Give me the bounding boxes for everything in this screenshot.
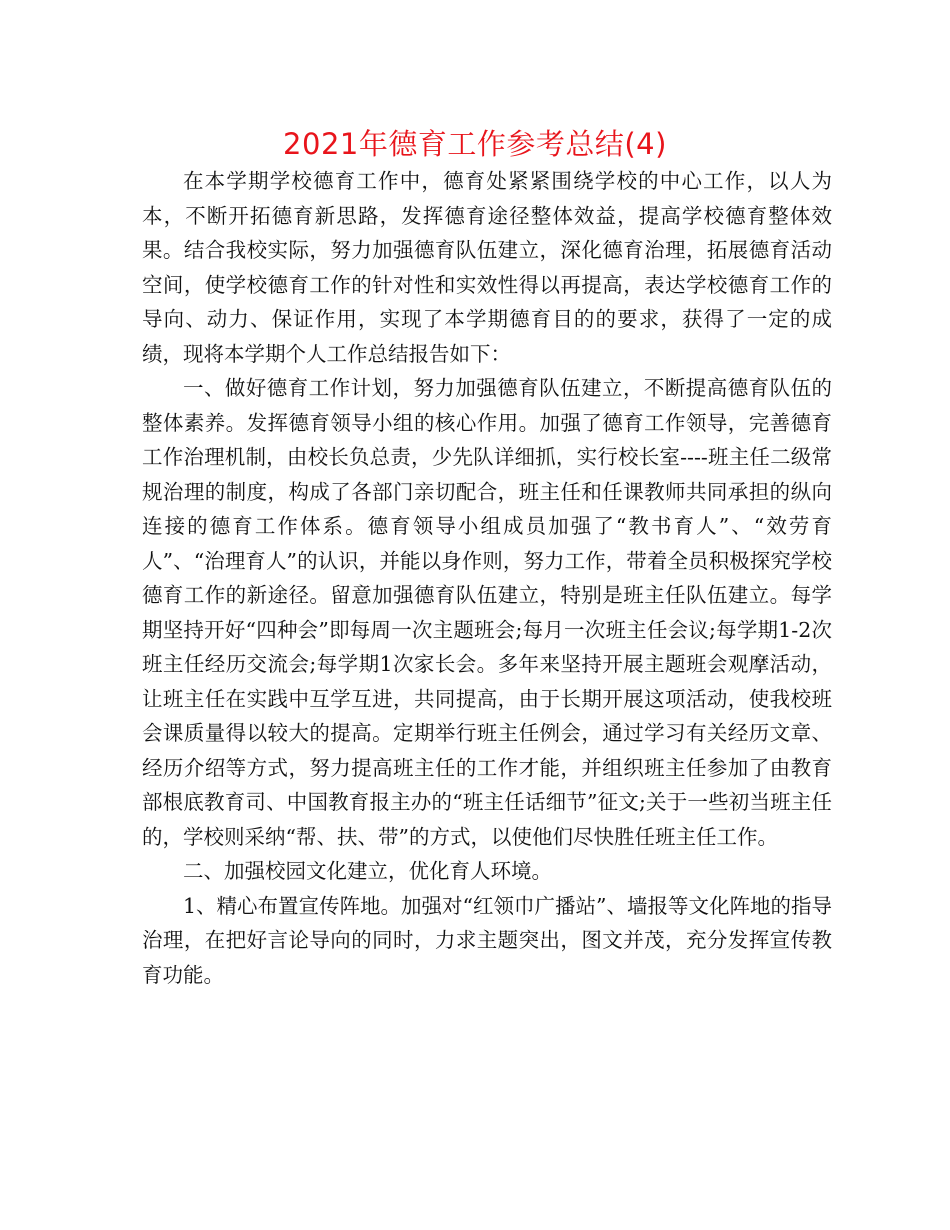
paragraph-section-two-heading: 二、加强校园文化建立，优化育人环境。 [183, 859, 552, 883]
document-title: 2021年德育工作参考总结(4) [283, 127, 667, 161]
paragraph-section-one: 一、做好德育工作计划，努力加强德育队伍建立，不断提高德育队伍的整体素养。发挥德育领导小组的核心作用。加强了德育工作领导，完善德育工作治理机制，由校长负总责，少先队详细抓，实行校长室----班主任二级常规治理的制度，构成了各部门亲切配合，班主任和任课教师共同承担的纵向连接的德育工作体系。德育领导小组成员加强了“教书育人”、“效劳育人”、“治理育人”的认识，并能以身作则，努力工作，带着全员积极探究学校德育工作的新途径。留意加强德育队伍建立，特别是班主任队伍建立。每学期坚持开好“四种会”即每周一次主题班会;每月一次班主任会议;每学期1-2次班主任经历交流会;每学期1次家长会。多年来坚持开展主题班会观摩活动，让班主任在实践中互学互进，共同提高，由于长期开展这项活动，使我校班会课质量得以较大的提高。定期举行班主任例会，通过学习有关经历文章、经历介绍等方式，努力提高班主任的工作才能，并组织班主任参加了由教育部根底教育司、中国教育报主办的“班主任话细节”征文;关于一些初当班主任的，学校则采纳“帮、扶、带”的方式，以使他们尽快胜任班主任工作。 [142, 376, 832, 849]
paragraph-intro: 在本学期学校德育工作中，德育处紧紧围绕学校的中心工作，以人为本，不断开拓德育新思路，发挥德育途径整体效益，提高学校德育整体效果。结合我校实际，努力加强德育队伍建立，深化德育治理，拓展德育活动空间，使学校德育工作的针对性和实效性得以再提高，表达学校德育工作的导向、动力、保证作用，实现了本学期德育目的的要求，获得了一定的成绩，现将本学期个人工作总结报告如下： [142, 169, 832, 366]
paragraph-item-one: 1、精心布置宣传阵地。加强对“红领巾广播站”、墙报等文化阵地的指导治理，在把好言论导向的同时，力求主题突出，图文并茂，充分发挥宣传教育功能。 [142, 893, 833, 987]
document-body [142, 164, 832, 992]
